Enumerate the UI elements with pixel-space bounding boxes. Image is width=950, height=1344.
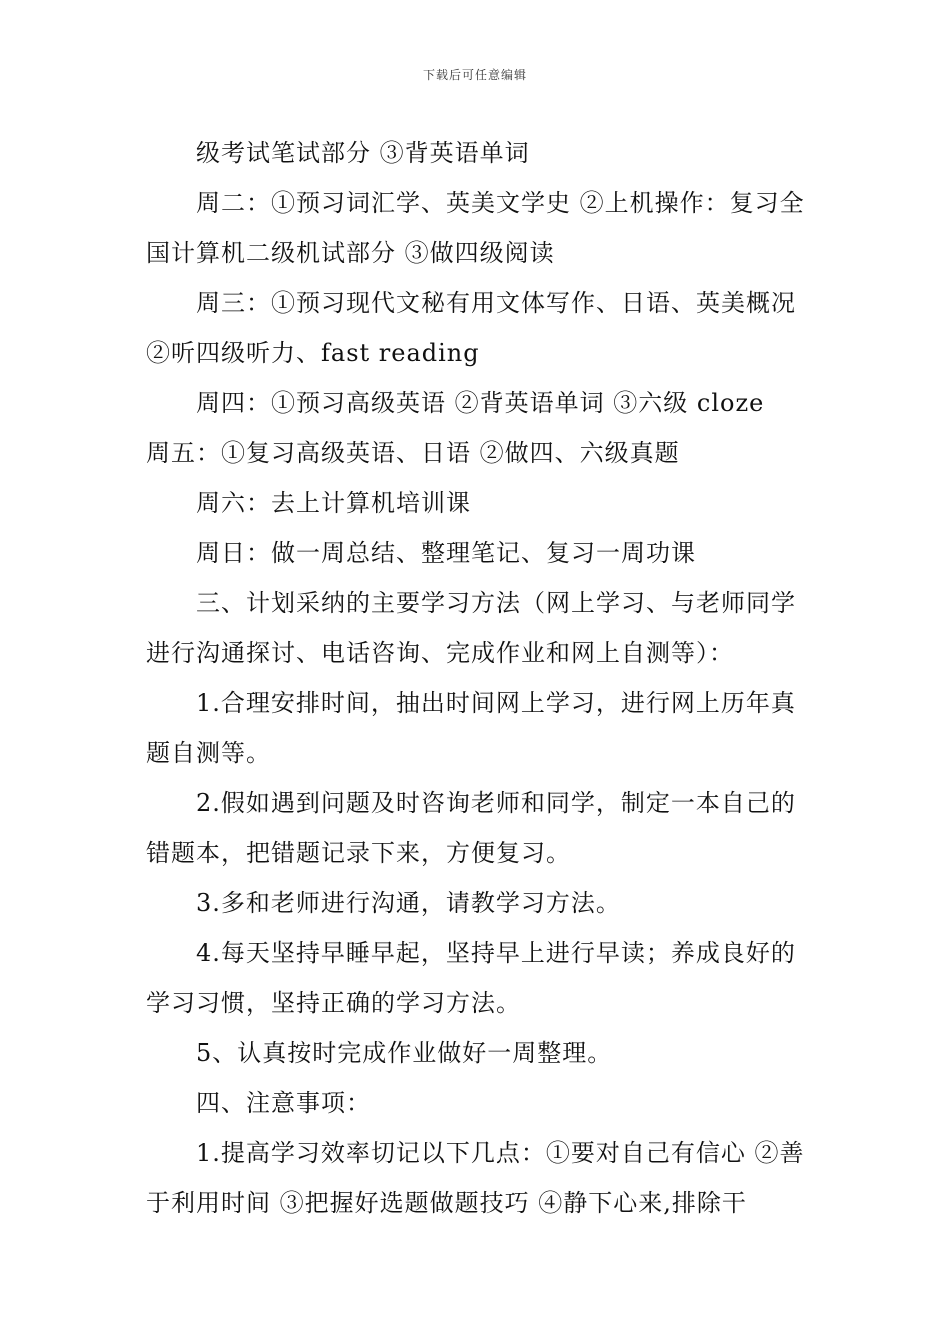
document-body: [146, 128, 808, 1228]
paragraph: 周四：①预习高级英语 ②背英语单词 ③六级 cloze: [196, 389, 765, 417]
paragraph: 级考试笔试部分 ③背英语单词: [196, 139, 530, 167]
paragraph: 三、计划采纳的主要学习方法（网上学习、与老师同学进行沟通探讨、电话咨询、完成作业和网上自测等）：: [146, 589, 796, 667]
paragraph: 周日：做一周总结、整理笔记、复习一周功课: [196, 539, 696, 567]
paragraph: 周五：①复习高级英语、日语 ②做四、六级真题: [146, 439, 680, 467]
paragraph: 周三：①预习现代文秘有用文体写作、日语、英美概况 ②听四级听力、fast reading: [146, 289, 796, 367]
paragraph: 周二：①预习词汇学、英美文学史 ②上机操作：复习全国计算机二级机试部分 ③做四级阅读: [146, 189, 805, 267]
paragraph: 5、认真按时完成作业做好一周整理。: [196, 1039, 613, 1067]
paragraph: 1.合理安排时间，抽出时间网上学习，进行网上历年真题自测等。: [146, 689, 796, 767]
paragraph: 周六：去上计算机培训课: [196, 489, 471, 517]
paragraph: 四、注意事项：: [196, 1089, 371, 1117]
paragraph: 4.每天坚持早睡早起，坚持早上进行早读；养成良好的学习习惯，坚持正确的学习方法。: [146, 939, 796, 1017]
page-header-note: 下载后可任意编辑: [422, 68, 527, 82]
paragraph: 3.多和老师进行沟通，请教学习方法。: [196, 889, 621, 917]
paragraph: 1.提高学习效率切记以下几点：①要对自己有信心 ②善于利用时间 ③把握好选题做题技巧 ④静下心来,排除干: [146, 1139, 805, 1217]
paragraph: 2.假如遇到问题及时咨询老师和同学，制定一本自己的错题本，把错题记录下来，方便复习。: [146, 789, 796, 867]
